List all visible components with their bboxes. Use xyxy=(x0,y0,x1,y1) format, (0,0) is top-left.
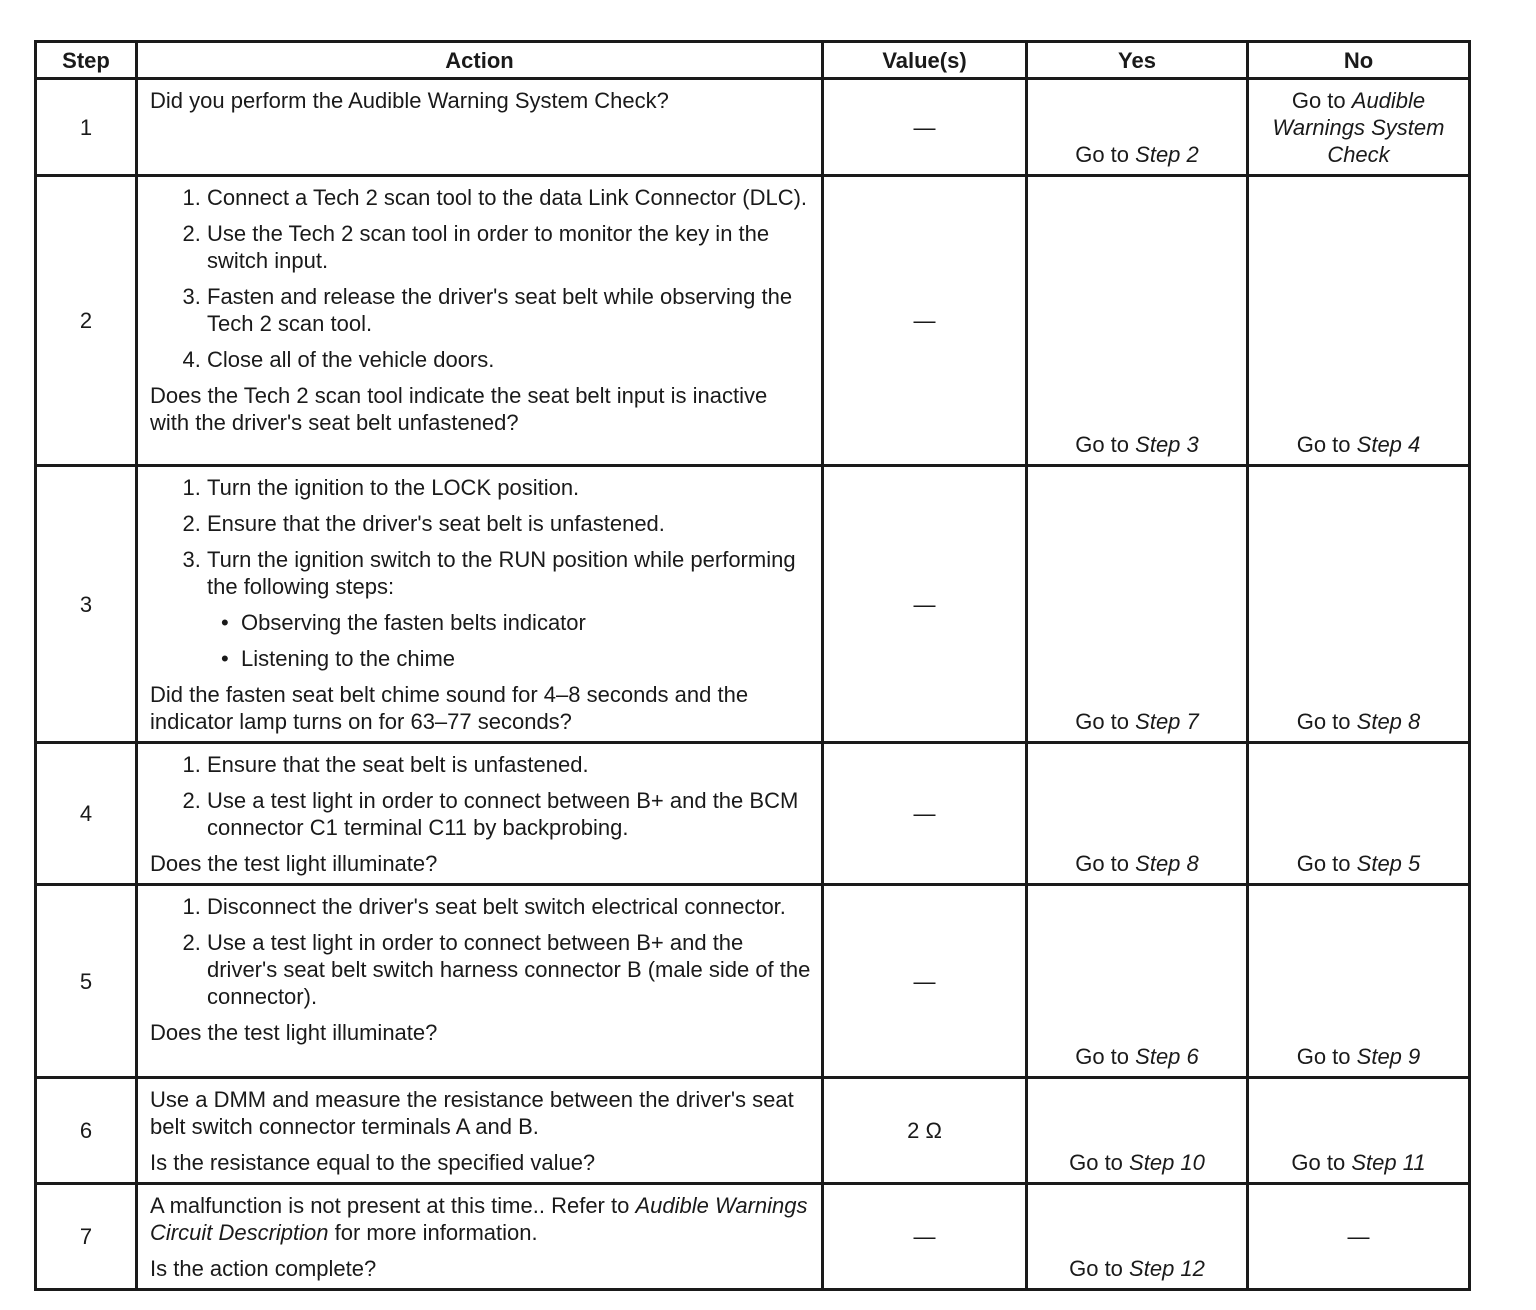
action-text xyxy=(150,1192,811,1246)
action-step: 1. Turn the ignition to the LOCK position. xyxy=(207,474,811,501)
value-cell: — xyxy=(823,79,1027,176)
no-cell xyxy=(1248,466,1470,743)
step-number: 7 xyxy=(36,1184,137,1290)
goto-prefix: Go to xyxy=(1075,1044,1130,1069)
goto-link[interactable]: Step 5 xyxy=(1356,851,1421,876)
goto-prefix: Go to xyxy=(1291,88,1346,113)
question-text: Did you perform the Audible Warning System Check? xyxy=(150,88,669,113)
action-step: 2. Use a test light in order to connect between B+ and the driver's seat belt switch harness connector B (male side of the connector). xyxy=(207,929,811,1010)
header-values: Value(s) xyxy=(823,42,1027,79)
action-text: Use a DMM and measure the resistance between the driver's seat belt switch connector terminals A and B. xyxy=(150,1087,794,1139)
goto-prefix: Go to xyxy=(1296,709,1351,734)
goto-prefix: Go to xyxy=(1296,851,1351,876)
table-row xyxy=(36,466,1470,743)
step-number: 1 xyxy=(36,79,137,176)
action-text-start: A malfunction is not present at this time.. Refer to xyxy=(150,1193,630,1218)
yes-cell xyxy=(1027,79,1248,176)
goto-prefix: Go to xyxy=(1075,851,1130,876)
yes-cell xyxy=(1027,1078,1248,1184)
step-number: 3 xyxy=(36,466,137,743)
no-cell: — xyxy=(1248,1184,1470,1290)
step-number: 2 xyxy=(36,176,137,466)
action-step: 1. Connect a Tech 2 scan tool to the data Link Connector (DLC). xyxy=(207,184,811,211)
action-cell xyxy=(137,743,823,885)
action-step: 1. Ensure that the seat belt is unfastened. xyxy=(207,751,811,778)
header-no: No xyxy=(1248,42,1470,79)
action-steps xyxy=(150,184,811,373)
no-cell xyxy=(1248,743,1470,885)
value-cell: 2 Ω xyxy=(823,1078,1027,1184)
step-number: 6 xyxy=(36,1078,137,1184)
goto-link[interactable]: Step 8 xyxy=(1135,851,1199,876)
goto-link[interactable]: Step 7 xyxy=(1135,709,1199,734)
goto-prefix: Go to xyxy=(1291,1150,1346,1175)
action-step: 4. Close all of the vehicle doors. xyxy=(207,346,811,373)
action-cell xyxy=(137,1078,823,1184)
yes-cell xyxy=(1027,743,1248,885)
table-row xyxy=(36,176,1470,466)
goto-prefix: Go to xyxy=(1069,1256,1123,1281)
action-steps xyxy=(150,893,811,1010)
goto-link[interactable]: Step 10 xyxy=(1129,1150,1205,1175)
no-cell xyxy=(1248,1078,1470,1184)
goto-prefix: Go to xyxy=(1296,1044,1351,1069)
value-cell: — xyxy=(823,743,1027,885)
yes-cell xyxy=(1027,466,1248,743)
yes-cell xyxy=(1027,1184,1248,1290)
action-step: 2. Ensure that the driver's seat belt is unfastened. xyxy=(207,510,811,537)
action-cell xyxy=(137,885,823,1078)
no-cell xyxy=(1248,885,1470,1078)
action-text-end: for more information. xyxy=(334,1220,538,1245)
table-row xyxy=(36,885,1470,1078)
value-cell: — xyxy=(823,176,1027,466)
goto-prefix: Go to xyxy=(1296,432,1351,457)
question-text: Is the resistance equal to the specified value? xyxy=(150,1150,596,1175)
step-number: 5 xyxy=(36,885,137,1078)
action-step: 3. Fasten and release the driver's seat belt while observing the Tech 2 scan tool. xyxy=(207,283,811,337)
question-text: Does the test light illuminate? xyxy=(150,1020,438,1045)
goto-link[interactable]: Step 12 xyxy=(1129,1256,1205,1281)
diagnostic-table xyxy=(34,40,1471,1291)
action-cell xyxy=(137,1184,823,1290)
table-row xyxy=(36,1184,1470,1290)
goto-prefix: Go to xyxy=(1069,1150,1123,1175)
header-step: Step xyxy=(36,42,137,79)
goto-link[interactable]: Step 2 xyxy=(1135,142,1199,167)
goto-prefix: Go to xyxy=(1075,709,1130,734)
question-text: Does the Tech 2 scan tool indicate the seat belt input is inactive with the driver's seat belt unfastened? xyxy=(150,383,768,435)
value-cell: — xyxy=(823,885,1027,1078)
question-text: Is the action complete? xyxy=(150,1256,377,1281)
action-step-text: Turn the ignition switch to the RUN position while performing the following steps: xyxy=(207,547,796,599)
value-cell: — xyxy=(823,466,1027,743)
goto-prefix: Go to xyxy=(1075,432,1130,457)
action-cell xyxy=(137,176,823,466)
action-step xyxy=(207,546,811,672)
goto-link[interactable]: Step 11 xyxy=(1351,1150,1426,1175)
reference-link[interactable]: Audible Warnings Circuit Description xyxy=(150,1193,808,1245)
header-row xyxy=(36,42,1470,79)
no-cell xyxy=(1248,79,1470,176)
action-steps xyxy=(150,474,811,672)
value-cell: — xyxy=(823,1184,1027,1290)
goto-link[interactable]: Step 8 xyxy=(1356,709,1421,734)
goto-link[interactable]: Step 3 xyxy=(1135,432,1199,457)
table-row xyxy=(36,79,1470,176)
header-yes: Yes xyxy=(1027,42,1248,79)
table-row xyxy=(36,743,1470,885)
goto-link[interactable]: Audible Warnings System Check xyxy=(1272,88,1445,167)
yes-cell xyxy=(1027,176,1248,466)
goto-link[interactable]: Step 9 xyxy=(1356,1044,1421,1069)
yes-cell xyxy=(1027,885,1248,1078)
bullet-list xyxy=(207,609,811,672)
question-text: Did the fasten seat belt chime sound for 4–8 seconds and the indicator lamp turns on for 63–77 seconds? xyxy=(150,682,749,734)
question-text: Does the test light illuminate? xyxy=(150,851,438,876)
step-number: 4 xyxy=(36,743,137,885)
action-steps xyxy=(150,751,811,841)
goto-link[interactable]: Step 4 xyxy=(1356,432,1421,457)
action-step: 2. Use a test light in order to connect between B+ and the BCM connector C1 terminal C11 by backprobing. xyxy=(207,787,811,841)
action-step: 2. Use the Tech 2 scan tool in order to monitor the key in the switch input. xyxy=(207,220,811,274)
action-step: 1. Disconnect the driver's seat belt switch electrical connector. xyxy=(207,893,811,920)
header-action: Action xyxy=(137,42,823,79)
bullet-item: • Listening to the chime xyxy=(241,645,811,672)
action-cell xyxy=(137,466,823,743)
action-cell xyxy=(137,79,823,176)
no-cell xyxy=(1248,176,1470,466)
goto-link[interactable]: Step 6 xyxy=(1135,1044,1199,1069)
table-row xyxy=(36,1078,1470,1184)
bullet-item: • Observing the fasten belts indicator xyxy=(241,609,811,636)
goto-prefix: Go to xyxy=(1075,142,1130,167)
